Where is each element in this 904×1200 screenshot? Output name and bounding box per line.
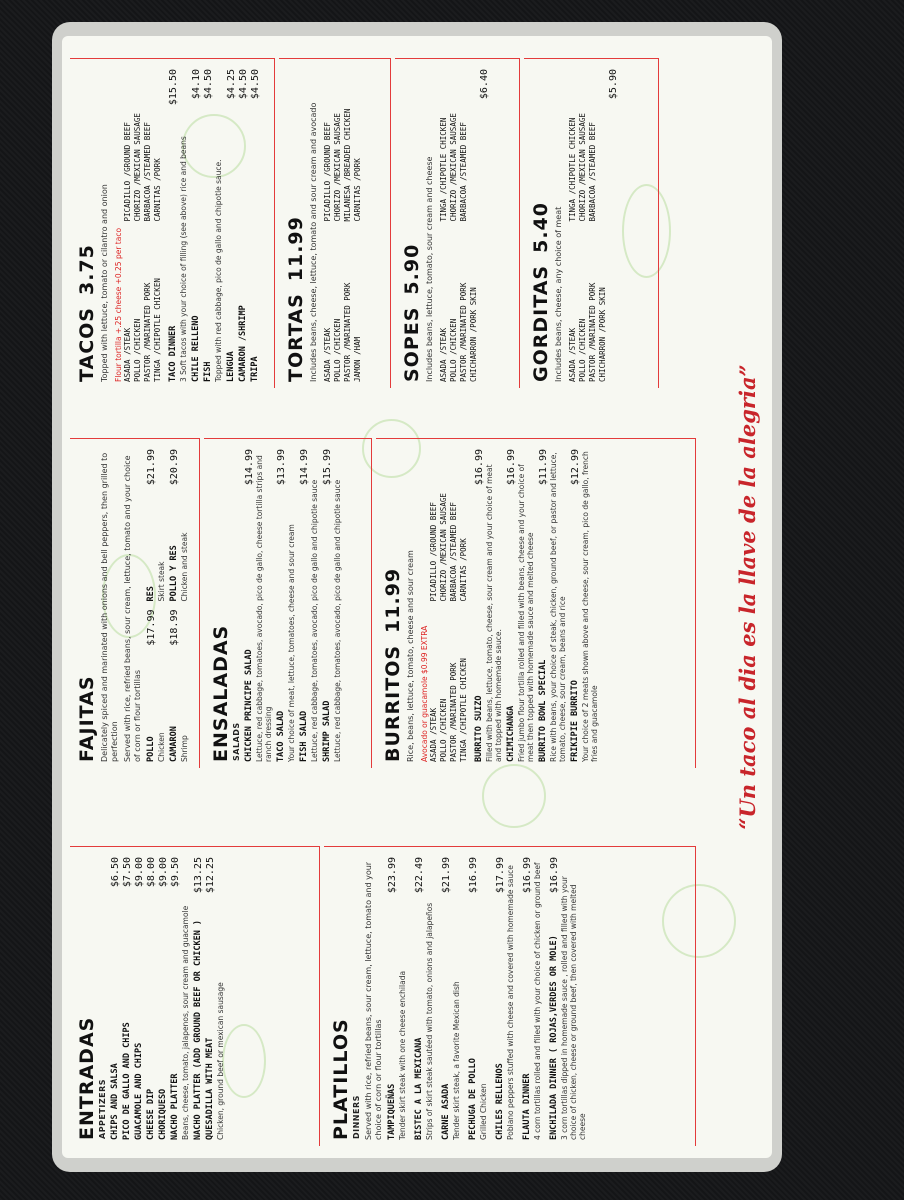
meat-option bbox=[469, 69, 479, 222]
tortas-description: Includes beans, cheese, lettuce, tomato and sour cream and avocado bbox=[309, 102, 318, 382]
menu-item bbox=[441, 857, 461, 1140]
taco-dinner bbox=[168, 69, 188, 382]
meat-option: PASTOR /MARINATED PORK bbox=[142, 282, 152, 382]
meat-option: PICADILLO /GROUND BEEF bbox=[428, 502, 438, 602]
item-description: Chicken, ground beef or mexican sausage bbox=[216, 982, 225, 1140]
menu-item bbox=[170, 857, 190, 1140]
item-name: PICO DE GALLO AND CHIPS bbox=[122, 1022, 132, 1140]
item-description: Filled with beans, lettuce, tomato, cheese, sour cream and your choice of meat and topped with homemade sauce. bbox=[485, 464, 504, 762]
item-description: Tender skirt steak, a favorite Mexican dish bbox=[452, 981, 462, 1140]
entradas-list bbox=[110, 857, 225, 1140]
item-description: Chicken and steak bbox=[180, 532, 190, 602]
meat-option: PICADILLO /GROUND BEEF bbox=[322, 122, 332, 222]
item-price: $7.50 bbox=[122, 857, 133, 888]
burritos-section bbox=[376, 438, 696, 768]
entradas-subtitle: APPETIZERS bbox=[98, 1078, 107, 1139]
tortas-meat-list bbox=[323, 69, 364, 382]
menu-item-row bbox=[468, 857, 479, 1140]
item-price: $4.25 bbox=[226, 69, 238, 100]
meat-option: CHICHARRON /PORK SKIN bbox=[468, 287, 478, 382]
meat-option: BARBACOA /STEAMED BEEF bbox=[587, 122, 597, 222]
gorditas-section bbox=[524, 58, 659, 388]
item-price: $22.49 bbox=[414, 857, 426, 894]
item-description: Skirt steak bbox=[157, 561, 167, 602]
meat-option: JAMON /HAM bbox=[352, 336, 362, 382]
item-price: $20.99 bbox=[169, 449, 181, 486]
menu-item bbox=[169, 449, 189, 602]
item-description: Lettuce, red cabbage, tomatoes, avocado, pico de gallo and chipotle sauce bbox=[310, 479, 319, 762]
item-description: Grilled Chicken bbox=[479, 1083, 489, 1140]
item-description: Topped with red cabbage, pico de gallo and chipotle sauce. bbox=[214, 159, 224, 382]
item-name: RES bbox=[146, 586, 157, 602]
menu-item bbox=[205, 857, 225, 1140]
menu-item-row bbox=[522, 857, 533, 1140]
item-price: $4.50 bbox=[238, 69, 250, 100]
platillos-title: PLATILLOS bbox=[330, 1018, 352, 1140]
item-price: $9.00 bbox=[134, 857, 145, 888]
meat-option: CARNITAS /PORK bbox=[152, 158, 162, 222]
item-name: CHILES RELLENOS bbox=[495, 1063, 506, 1140]
menu-item bbox=[203, 69, 223, 382]
menu-item-row bbox=[495, 857, 506, 1140]
fajitas-left-list bbox=[146, 610, 192, 763]
item-price: $16.99 bbox=[522, 857, 534, 894]
platillos-section bbox=[324, 846, 696, 1146]
meat-option: TINGA /CHIPOTLE CHICKEN bbox=[458, 658, 468, 762]
item-name: TRIPA bbox=[250, 356, 261, 382]
item-price: $4.50 bbox=[203, 69, 215, 100]
menu-item-row bbox=[134, 857, 145, 1140]
item-price: $15.50 bbox=[168, 69, 180, 106]
item-price: $15.99 bbox=[322, 449, 333, 486]
meat-option: PASTOR /MARINATED PORK bbox=[448, 662, 458, 762]
menu-item bbox=[238, 69, 249, 382]
menu-item-row bbox=[549, 857, 560, 1140]
burritos-meat-list bbox=[429, 449, 470, 762]
sopes-meat-list bbox=[439, 69, 480, 382]
menu-item-row bbox=[205, 857, 216, 1140]
meat-option: TINGA /CHIPOTLE CHICKEN bbox=[152, 278, 162, 382]
item-price: $14.99 bbox=[299, 449, 310, 486]
item-price: $9.00 bbox=[158, 857, 169, 888]
menu-item bbox=[414, 857, 434, 1140]
menu-item-row bbox=[474, 449, 485, 762]
menu-item bbox=[322, 449, 342, 762]
tacos-meat-list bbox=[123, 69, 164, 382]
item-price: $9.50 bbox=[170, 857, 181, 888]
meat-option: CHICHARRON /PORK SKIN bbox=[597, 287, 607, 382]
item-name: CHIPS AND SALSA bbox=[110, 1063, 120, 1140]
tacos-title: TACOS3.75 bbox=[76, 244, 98, 382]
platillos-list bbox=[387, 857, 587, 1140]
menu-item-row bbox=[250, 69, 261, 382]
menu-item bbox=[146, 857, 157, 1140]
burritos-extra-note: Avocado or guacamole $0.99 EXTRA bbox=[419, 625, 429, 762]
tortas-price: 11.99 bbox=[285, 216, 307, 282]
item-price: $14.99 bbox=[244, 449, 255, 486]
item-price: $13.99 bbox=[276, 449, 287, 486]
item-price: $13.25 bbox=[193, 857, 204, 894]
menu-item-row bbox=[170, 857, 181, 1140]
item-description: Lettuce, red cabbage, tomatoes, avocado, pico de gallo and chipotle sauce bbox=[333, 479, 342, 762]
menu-item bbox=[538, 449, 567, 762]
meat-option: POLLO /CHICKEN bbox=[577, 318, 587, 382]
menu-item bbox=[299, 449, 319, 762]
sopes-title: SOPES5.90 bbox=[401, 243, 423, 382]
meat-option: BARBACOA /STEAMED BEEF bbox=[448, 502, 458, 602]
item-description: Shrimp bbox=[180, 735, 190, 762]
menu-item-row bbox=[146, 449, 157, 602]
fajitas-title: FAJITAS bbox=[76, 675, 98, 762]
item-name: TACO SALAD bbox=[276, 710, 286, 762]
item-description: Rice with beans, your choice of steak, chicken, ground beef, or pastor and lettuce, tomato, cheese, sour cream, beans and rice bbox=[549, 452, 568, 762]
meat-option: ASADA /STEAK bbox=[122, 327, 132, 382]
menu-item-row bbox=[122, 857, 133, 1140]
item-description: 3 Soft tacos with your choice of filling (see above) rice and beans bbox=[179, 136, 189, 382]
menu-item bbox=[169, 610, 189, 763]
meat-option: PASTOR /MARINATED PORK bbox=[458, 282, 468, 382]
item-price: $4.10 bbox=[191, 69, 203, 100]
menu-item bbox=[158, 857, 169, 1140]
menu-item-row bbox=[570, 449, 581, 762]
fajitas-description: Delicately spiced and marinated with onions and bell peppers, then grilled to perfection bbox=[100, 452, 119, 762]
gorditas-title: GORDITAS5.40 bbox=[530, 202, 552, 382]
menu-item bbox=[146, 610, 166, 763]
fajitas-served: Served with rice, refried beans, sour cream, lettuce, tomato and your choice of corn or flour tortillas bbox=[123, 455, 142, 762]
item-name: QUESADILLA WITH MEAT bbox=[205, 1037, 215, 1140]
ensaladas-list bbox=[244, 449, 342, 762]
meat-option: TINGA /CHIPOTLE CHICKEN bbox=[567, 117, 577, 222]
menu-item bbox=[468, 857, 488, 1140]
menu-item bbox=[244, 449, 273, 762]
item-name: GUACAMOLE AND CHIPS bbox=[134, 1042, 144, 1140]
item-name: CHEESE DIP bbox=[146, 1088, 156, 1140]
menu-item-row bbox=[193, 857, 204, 1140]
meat-option: CHORIZO /MEXICAN SAUSAGE bbox=[448, 113, 458, 222]
gorditas-meat-list bbox=[568, 69, 609, 382]
tacos-price: 3.75 bbox=[76, 244, 98, 296]
item-description: Your choice of meat, lettuce, tomatoes, cheese and sour cream bbox=[287, 524, 296, 762]
item-name: PECHUGA DE POLLO bbox=[468, 1058, 479, 1140]
item-name: FISH bbox=[203, 361, 214, 382]
item-price: $12.99 bbox=[570, 449, 582, 486]
meat-option: PASTOR /MARINATED PORK bbox=[587, 282, 597, 382]
item-description: Chicken bbox=[157, 732, 167, 762]
meat-option: ASADA /STEAK bbox=[428, 707, 438, 762]
meat-option: ASADA /STEAK bbox=[567, 327, 577, 382]
burritos-price: 11.99 bbox=[382, 567, 404, 633]
ensaladas-title: ENSALADAS bbox=[210, 624, 232, 762]
tacos-description: Topped with lettuce, tomato or cilantro and onion bbox=[100, 184, 109, 382]
item-description: Lettuce, red cabbage, tomatoes, avocado, pico de gallo, cheese tortilla strips and ranch dressing bbox=[255, 455, 273, 762]
doodle-icon bbox=[482, 764, 546, 828]
menu-item-row bbox=[538, 449, 549, 762]
menu-item-row bbox=[276, 449, 287, 762]
menu-sheet bbox=[62, 36, 772, 1158]
menu-item-row bbox=[168, 69, 179, 382]
gorditas-price: 5.40 bbox=[530, 202, 552, 253]
item-price: $16.99 bbox=[468, 857, 480, 894]
menu-item-row bbox=[169, 610, 180, 763]
menu-item bbox=[250, 69, 261, 382]
menu-item-row bbox=[110, 857, 121, 1140]
tacos-extras-list bbox=[191, 69, 261, 382]
tacos-extra-note: Flour tortilla +.25 cheese +0.25 per taco bbox=[113, 227, 123, 382]
meat-option: POLLO /CHICKEN bbox=[332, 318, 342, 382]
menu-item-row bbox=[158, 857, 169, 1140]
sopes-extra-price: $6.40 bbox=[479, 69, 491, 100]
item-price: $11.99 bbox=[538, 449, 550, 486]
item-name: CARNE ASADA bbox=[441, 1083, 452, 1140]
item-name: LENGUA bbox=[226, 351, 237, 382]
meat-option: ASADA /STEAK bbox=[322, 327, 332, 382]
item-name: CHIMICHANGA bbox=[506, 705, 517, 762]
item-name: FRIKIPIE BURRITO bbox=[570, 680, 581, 762]
item-description: Poblano peppers stuffed with cheese and covered with homemade sauce bbox=[506, 865, 516, 1140]
sopes-section bbox=[395, 58, 520, 388]
item-description: 3 corn tortillas dipped in homemade sauce , rolled and filled with your choice of chicken, cheese or ground beef, then covered with melted cheese bbox=[560, 876, 588, 1140]
item-price: $6.50 bbox=[110, 857, 121, 888]
item-name: FLAUTA DINNER bbox=[522, 1073, 533, 1140]
item-price: $16.99 bbox=[506, 449, 518, 486]
fajitas-section bbox=[70, 438, 200, 768]
menu-item bbox=[506, 449, 535, 762]
meat-option: CHORIZO /MEXICAN SAUSAGE bbox=[332, 113, 342, 222]
item-price: $17.99 bbox=[146, 609, 158, 646]
meat-option: BARBACOA /STEAMED BEEF bbox=[142, 122, 152, 222]
meat-option: POLLO /CHICKEN bbox=[438, 698, 448, 762]
menu-item-row bbox=[387, 857, 398, 1140]
meat-option: CHORIZO /MEXICAN SAUSAGE bbox=[577, 113, 587, 222]
menu-item-row bbox=[191, 69, 202, 382]
item-name: NACHO PLATTER (ADD GROUND BEEF OR CHICKEN ) bbox=[193, 919, 203, 1140]
item-price: $21.99 bbox=[146, 449, 158, 486]
tortas-section bbox=[279, 58, 391, 388]
menu-item-row bbox=[299, 449, 310, 762]
item-name: POLLO bbox=[146, 736, 157, 762]
menu-item bbox=[474, 449, 503, 762]
item-name: CAMARON /SHRIMP bbox=[238, 305, 249, 382]
platillos-subtitle: DINNERS bbox=[352, 1095, 361, 1139]
menu-item-row bbox=[169, 449, 180, 602]
item-name: BISTEC A LA MEXICANA bbox=[414, 1037, 425, 1140]
menu-item bbox=[495, 857, 515, 1140]
item-name: SHRIMP SALAD bbox=[322, 700, 332, 762]
item-description: Tender skirt steak with one cheese enchilada bbox=[398, 970, 408, 1140]
menu-item bbox=[134, 857, 145, 1140]
menu-item-row bbox=[146, 610, 157, 763]
burritos-description: Rice, beans, lettuce, tomato, cheese and sour cream bbox=[406, 550, 415, 762]
sopes-price: 5.90 bbox=[401, 243, 423, 295]
menu-item-row bbox=[244, 449, 255, 762]
item-name: ENCHILADA DINNER ( ROJAS,VERDES OR MOLE) bbox=[549, 935, 560, 1140]
meat-option: CARNITAS /PORK bbox=[352, 158, 362, 222]
menu-item bbox=[226, 69, 237, 382]
laminated-menu bbox=[52, 22, 782, 1172]
item-name: CHICKEN PRINCIPE SALAD bbox=[244, 649, 254, 762]
item-price: $21.99 bbox=[441, 857, 453, 894]
ensaladas-subtitle: SALADS bbox=[232, 722, 241, 761]
meat-option: POLLO /CHICKEN bbox=[448, 318, 458, 382]
item-price: $16.99 bbox=[549, 857, 561, 894]
meat-option: CARNITAS /PORK bbox=[458, 538, 468, 602]
item-name: TAMPIQUEÑAS bbox=[387, 1083, 398, 1140]
item-price: $17.99 bbox=[495, 857, 507, 894]
item-price: $23.99 bbox=[387, 857, 399, 894]
fajitas-right-list bbox=[146, 449, 192, 602]
meat-option: PICADILLO /GROUND BEEF bbox=[122, 122, 132, 222]
burritos-specials-list bbox=[474, 449, 599, 762]
item-name: POLLO Y RES bbox=[169, 545, 180, 602]
meat-option: BARBACOA /STEAMED BEEF bbox=[458, 122, 468, 222]
item-name: CAMARON bbox=[169, 726, 180, 762]
menu-item bbox=[193, 857, 204, 1140]
item-price: $8.00 bbox=[146, 857, 157, 888]
slogan: “Un taco al dia es la llave de la alegria” bbox=[735, 364, 760, 830]
menu-item bbox=[276, 449, 296, 762]
item-name: BURRITO BOWL SPECIAL bbox=[538, 659, 549, 762]
menu-item bbox=[570, 449, 599, 762]
menu-item bbox=[522, 857, 542, 1140]
item-price: $12.25 bbox=[205, 857, 216, 894]
item-name: TACO DINNER bbox=[168, 325, 179, 382]
menu-item-row bbox=[506, 449, 517, 762]
item-description: Fried jumbo flour tortilla rolled and filled with beans, cheese and your choice of meat then topped with homemade sauce and melted cheese bbox=[517, 464, 536, 762]
menu-item-row bbox=[441, 857, 452, 1140]
item-name: FISH SALAD bbox=[299, 710, 309, 762]
item-price: $16.99 bbox=[474, 449, 486, 486]
ensaladas-section bbox=[204, 438, 372, 768]
meat-option bbox=[598, 69, 608, 222]
menu-item-row bbox=[226, 69, 237, 382]
menu-item bbox=[191, 69, 202, 382]
meat-option: POLLO /CHICKEN bbox=[132, 318, 142, 382]
item-name: BURRITO SUIZO bbox=[474, 695, 485, 762]
gorditas-description: Includes beans, cheese, any choice of meat bbox=[554, 206, 563, 382]
item-description: 4 corn tortillas rolled and filled with your choice of chicken or ground beef bbox=[533, 862, 543, 1140]
item-name: CHILE RELLENO bbox=[191, 315, 202, 382]
platillos-description: Served with rice, refried beans, sour cream, lettuce, tomato and your choice of corn or flour tortillas bbox=[364, 861, 383, 1140]
sopes-description: Includes beans, lettuce, tomato, sour cream and cheese bbox=[425, 156, 434, 382]
menu-item-row bbox=[146, 857, 157, 1140]
tortas-title: TORTAS11.99 bbox=[285, 216, 307, 382]
item-price: $4.50 bbox=[250, 69, 262, 100]
item-name: CHORIQUESO bbox=[158, 1088, 168, 1140]
item-name: NACHO PLATTER bbox=[170, 1073, 180, 1140]
meat-option: ASADA /STEAK bbox=[438, 327, 448, 382]
menu-item bbox=[146, 449, 166, 602]
tacos-section bbox=[70, 58, 275, 388]
item-description: Your choice of 2 meats shown above and cheese, sour cream, pico de gallo, french fries and guacamole bbox=[581, 451, 600, 762]
meat-option: PASTOR /MARINATED PORK bbox=[342, 282, 352, 382]
menu-item-row bbox=[203, 69, 214, 382]
menu-item-row bbox=[322, 449, 333, 762]
meat-option: CHORIZO /MEXICAN SAUSAGE bbox=[132, 113, 142, 222]
item-description: Strips of skirt steak sautéed with tomato, onions and jalapeños bbox=[425, 902, 435, 1140]
item-price: $18.99 bbox=[169, 609, 181, 646]
entradas-title: ENTRADAS bbox=[76, 1016, 98, 1140]
meat-option: TINGA /CHIPOTLE CHICKEN bbox=[438, 117, 448, 222]
meat-option: CHORIZO /MEXICAN SAUSAGE bbox=[438, 493, 448, 602]
menu-item bbox=[549, 857, 587, 1140]
menu-item bbox=[387, 857, 407, 1140]
item-description: Beans, cheese, tomato, jalapenos, sour cream and guacamole bbox=[181, 905, 190, 1140]
menu-item-row bbox=[414, 857, 425, 1140]
entradas-section bbox=[70, 846, 320, 1146]
menu-item bbox=[122, 857, 133, 1140]
menu-item bbox=[110, 857, 121, 1140]
burritos-title: BURRITOS11.99 bbox=[382, 567, 404, 762]
meat-option: MILANESA /BREADED CHICKEN bbox=[342, 108, 352, 222]
menu-item-row bbox=[238, 69, 249, 382]
gorditas-extra-price: $5.90 bbox=[608, 69, 620, 100]
